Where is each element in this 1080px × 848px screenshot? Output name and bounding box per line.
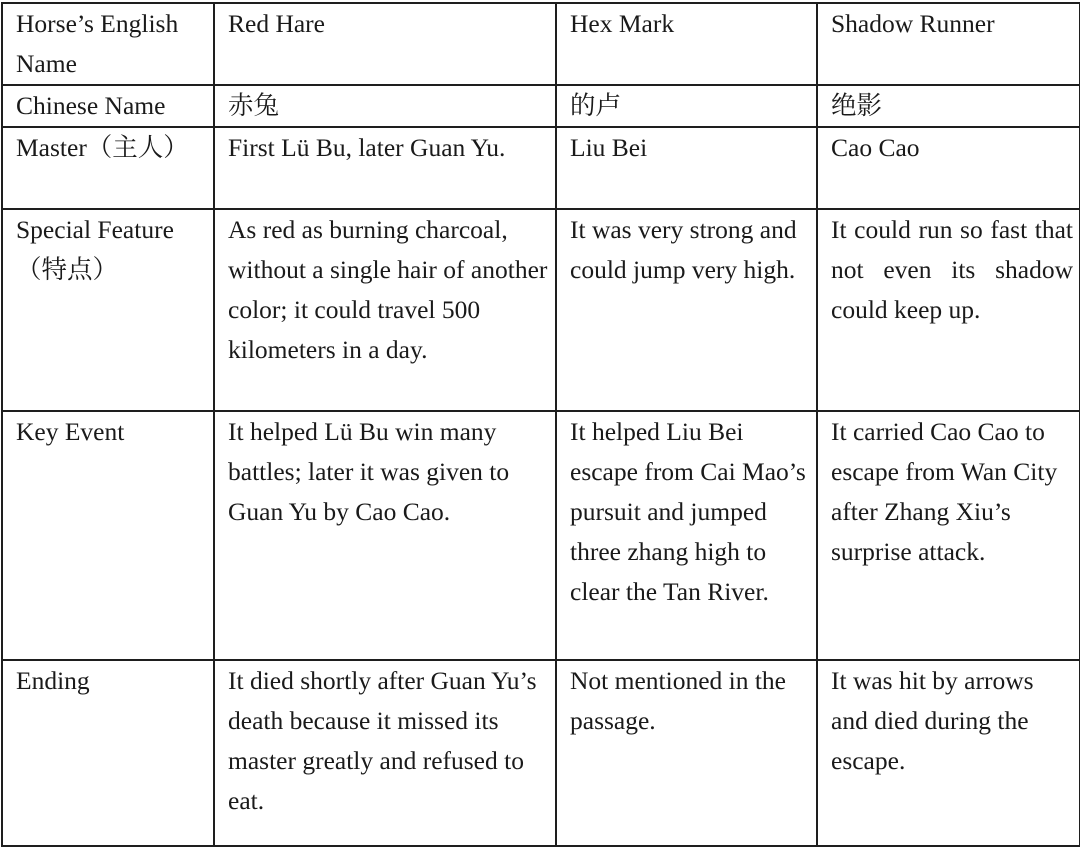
cell-shadow-runner-key-event: It carried Cao Cao to escape from Wan City after Zhang Xiu’s surprise attack. xyxy=(817,411,1080,660)
cell-hex-mark-chinese-name: 的卢 xyxy=(556,85,817,127)
cell-shadow-runner-master: Cao Cao xyxy=(817,127,1080,209)
row-label-ending: Ending xyxy=(2,660,214,846)
table-row-english-name xyxy=(2,3,1080,85)
cell-red-hare-english-name: Red Hare xyxy=(214,3,556,85)
row-label-special-feature: Special Feature（特点） xyxy=(2,209,214,411)
table-row-key-event xyxy=(2,411,1080,660)
cell-red-hare-chinese-name: 赤兔 xyxy=(214,85,556,127)
row-label-english-name: Horse’s English Name xyxy=(2,3,214,85)
cell-red-hare-special-feature: As red as burning charcoal, without a single hair of another color; it could travel 500 kilometers in a day. xyxy=(214,209,556,411)
cell-hex-mark-key-event: It helped Liu Bei escape from Cai Mao’s pursuit and jumped three zhang high to clear the Tan River. xyxy=(556,411,817,660)
cell-hex-mark-ending: Not mentioned in the passage. xyxy=(556,660,817,846)
table-row-special-feature xyxy=(2,209,1080,411)
cell-shadow-runner-special-feature: It could run so fast that not even its shadow could keep up. xyxy=(817,209,1080,411)
table-row-master xyxy=(2,127,1080,209)
horse-comparison-table xyxy=(1,2,1080,847)
cell-shadow-runner-ending: It was hit by arrows and died during the escape. xyxy=(817,660,1080,846)
row-label-key-event: Key Event xyxy=(2,411,214,660)
row-label-master: Master（主人） xyxy=(2,127,214,209)
table-row-ending xyxy=(2,660,1080,846)
cell-shadow-runner-chinese-name: 绝影 xyxy=(817,85,1080,127)
table-row-chinese-name xyxy=(2,85,1080,127)
cell-red-hare-ending: It died shortly after Guan Yu’s death because it missed its master greatly and refused to eat. xyxy=(214,660,556,846)
row-label-chinese-name: Chinese Name xyxy=(2,85,214,127)
cell-red-hare-master: First Lü Bu, later Guan Yu. xyxy=(214,127,556,209)
cell-hex-mark-english-name: Hex Mark xyxy=(556,3,817,85)
cell-shadow-runner-english-name: Shadow Runner xyxy=(817,3,1080,85)
cell-hex-mark-master: Liu Bei xyxy=(556,127,817,209)
cell-red-hare-key-event: It helped Lü Bu win many battles; later it was given to Guan Yu by Cao Cao. xyxy=(214,411,556,660)
cell-hex-mark-special-feature: It was very strong and could jump very high. xyxy=(556,209,817,411)
